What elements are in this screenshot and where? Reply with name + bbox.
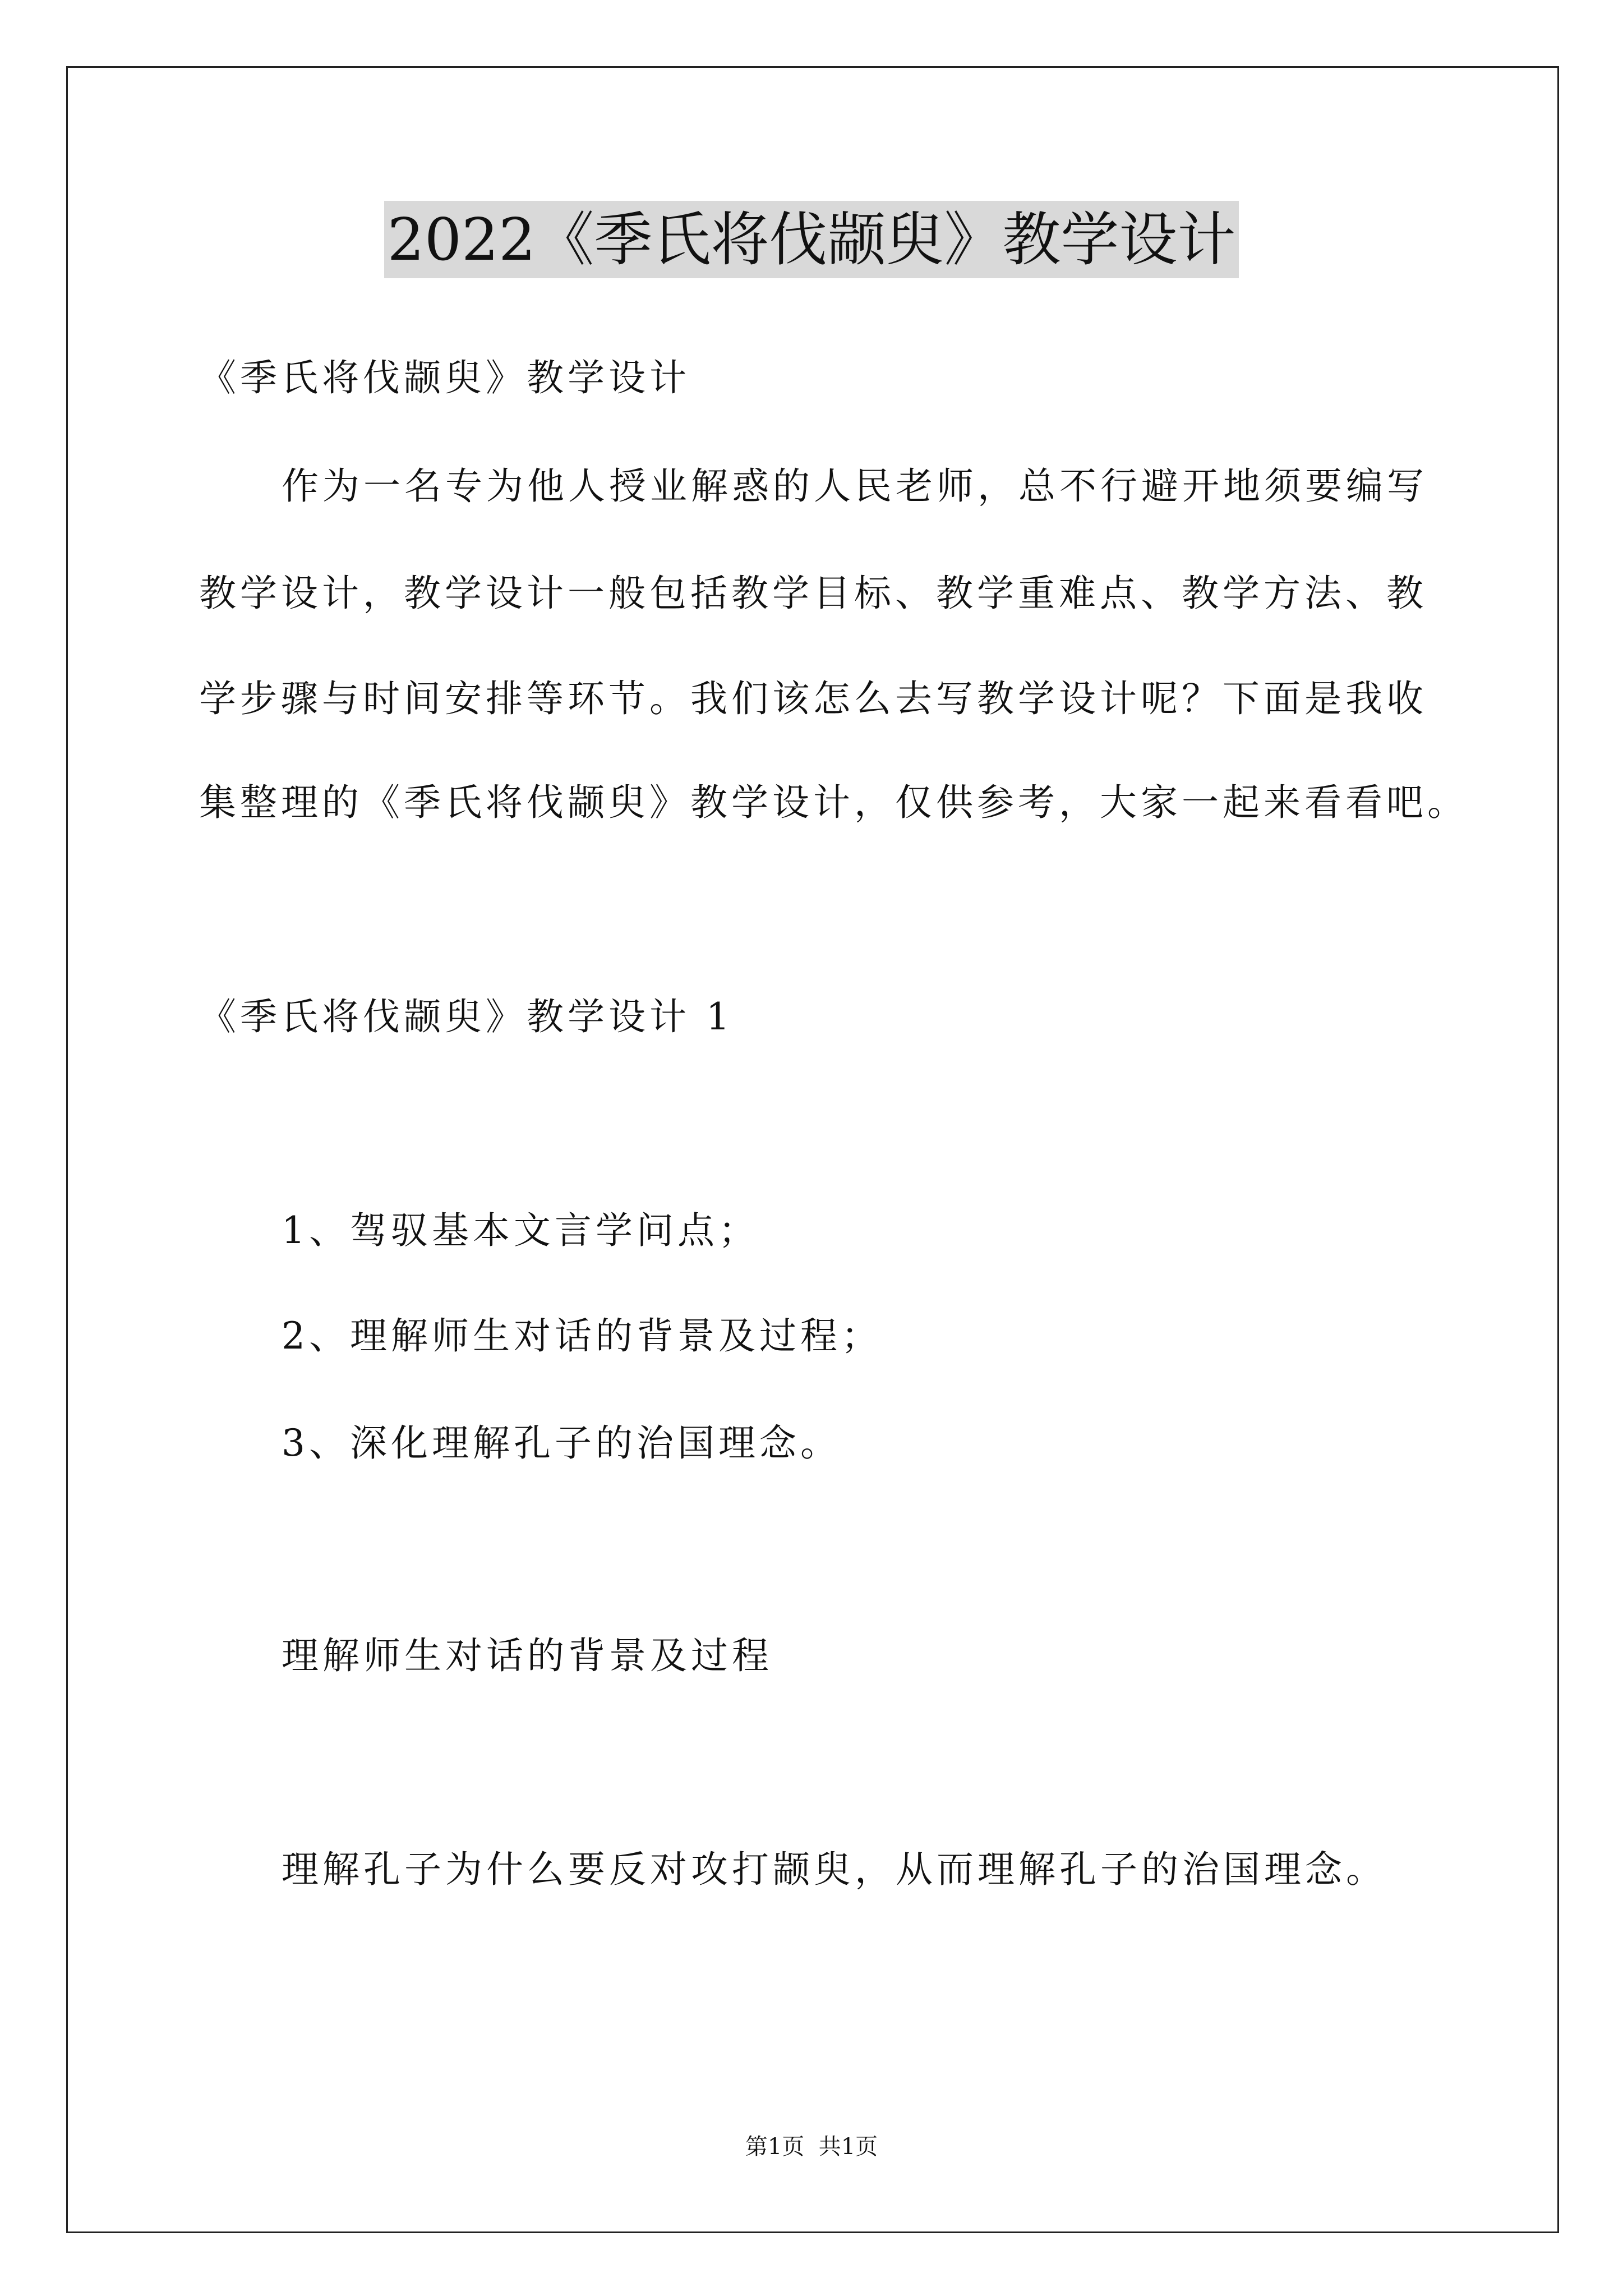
objective-item-3: 3、深化理解孔子的治国理念。 [282,1421,841,1465]
section-heading: 《季氏将伐颛臾》教学设计 1 [199,995,734,1038]
intro-line-4: 集整理的《季氏将伐颛臾》教学设计，仅供参考，大家一起来看看吧。 [199,781,1468,824]
page-footer: 第1页 共1页 [745,2134,878,2160]
objective-item-1: 1、驾驭基本文言学问点； [282,1209,759,1252]
intro-line-2: 教学设计，教学设计一般包括教学目标、教学重难点、教学方法、教 [199,572,1427,615]
document-subtitle: 《季氏将伐颛臾》教学设计 [199,356,690,399]
objective-item-2: 2、理解师生对话的背景及过程； [282,1314,882,1358]
title-row [0,201,1623,278]
intro-line-1: 作为一名专为他人授业解惑的人民老师，总不行避开地须要编写 [282,464,1428,508]
document-title: 2022《季氏将伐颛臾》教学设计 [384,201,1239,278]
intro-line-3: 学步骤与时间安排等环节。我们该怎么去写教学设计呢？下面是我收 [199,677,1427,720]
key-point-text: 理解师生对话的背景及过程 [282,1634,773,1677]
difficulty-text: 理解孔子为什么要反对攻打颛臾，从而理解孔子的治国理念。 [282,1848,1387,1891]
